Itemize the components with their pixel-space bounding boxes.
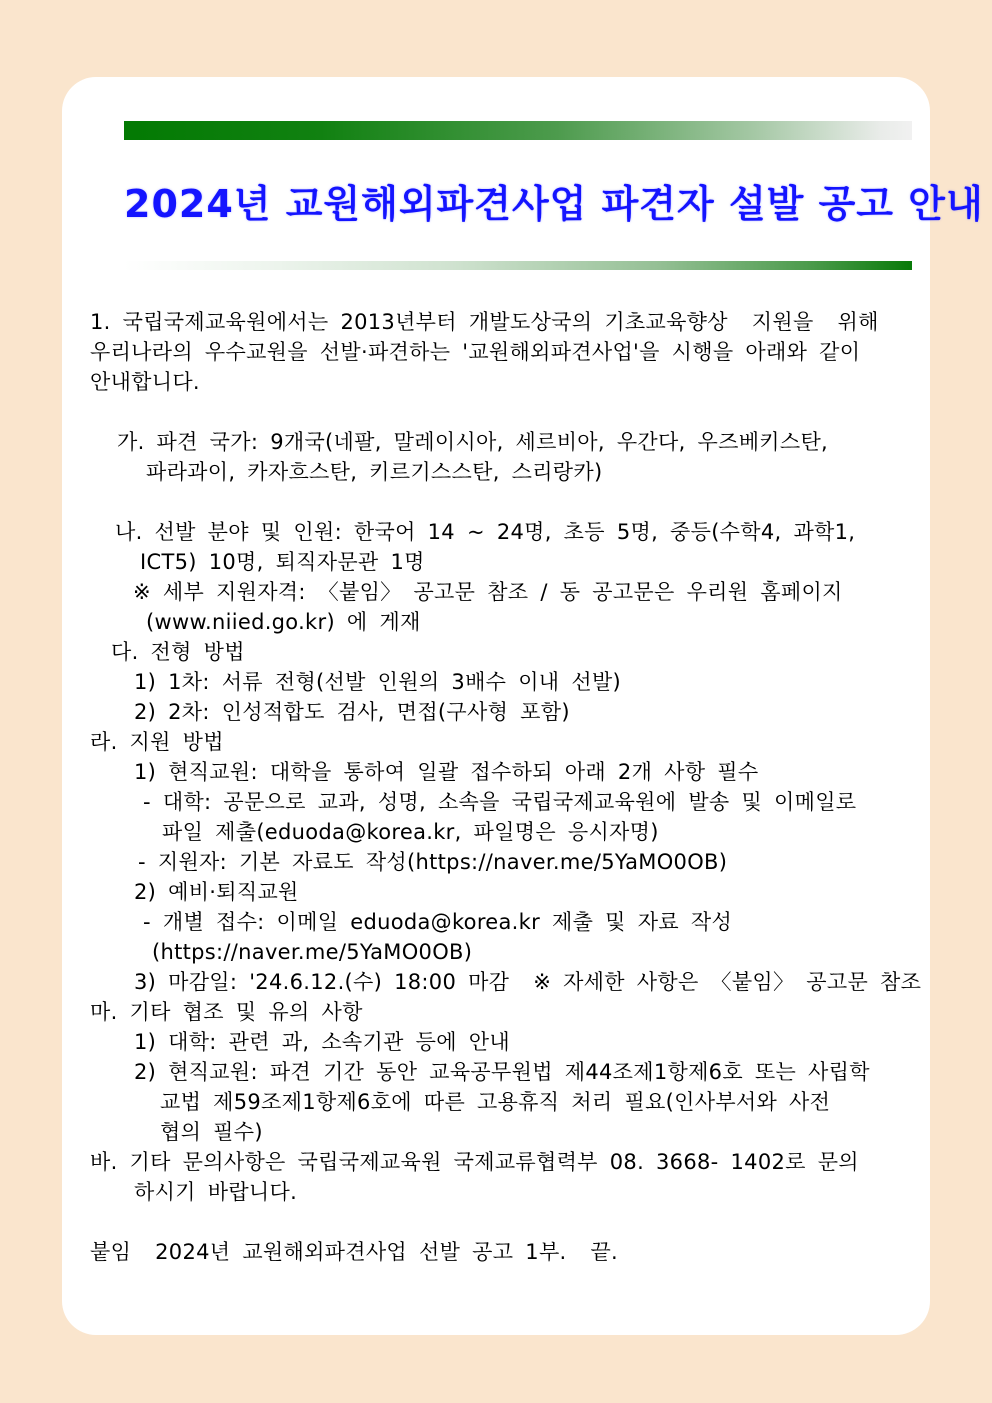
document-line: 가. 파견 국가: 9개국(네팔, 말레이시아, 세르비아, 우간다, 우즈베키스탄,: [117, 430, 829, 454]
document-line: - 개별 접수: 이메일 eduoda@korea.kr 제출 및 자료 작성: [143, 910, 733, 934]
document-line: 2) 2차: 인성적합도 검사, 면접(구사형 포함): [134, 700, 570, 724]
document-line: ICT5) 10명, 퇴직자문관 1명: [140, 550, 425, 574]
document-line: 안내합니다.: [90, 370, 200, 394]
document-line: 1. 국립국제교육원에서는 2013년부터 개발도상국의 기초교육향상 지원을 위해: [90, 310, 879, 334]
document-line: 3) 마감일: '24.6.12.(수) 18:00 마감 ※ 자세한 사항은 〈붙임〉 공고문 참조: [134, 970, 922, 994]
document-line: 파라과이, 카자흐스탄, 키르기스스탄, 스리랑카): [146, 460, 603, 484]
document-line: 2) 예비·퇴직교원: [134, 880, 299, 904]
document-line: ※ 세부 지원자격: 〈붙임〉 공고문 참조 / 동 공고문은 우리원 홈페이지: [133, 580, 843, 604]
document-line: (https://naver.me/5YaMO0OB): [152, 940, 473, 964]
header-bottom-gradient-bar: [124, 261, 912, 270]
document-line: 바. 기타 문의사항은 국립국제교육원 국제교류협력부 08. 3668- 1402로 문의: [90, 1150, 859, 1174]
document-line: 1) 현직교원: 대학을 통하여 일괄 접수하되 아래 2개 사항 필수: [134, 760, 759, 784]
document-line: 라. 지원 방법: [90, 730, 224, 754]
document-line: 협의 필수): [160, 1120, 263, 1144]
document-line: 파일 제출(eduoda@korea.kr, 파일명은 응시자명): [162, 820, 659, 844]
document-line: 1) 1차: 서류 전형(선발 인원의 3배수 이내 선발): [134, 670, 622, 694]
document-line: [90, 487, 920, 517]
document-line: 다. 전형 방법: [111, 640, 245, 664]
header-top-gradient-bar: [124, 121, 912, 140]
document-line: 붙임 2024년 교원해외파견사업 선발 공고 1부. 끝.: [90, 1240, 619, 1264]
document-card: [62, 77, 984, 1335]
document-line: 1) 대학: 관련 과, 소속기관 등에 안내: [134, 1030, 510, 1054]
document-line: 교법 제59조제1항제6호에 따른 고용휴직 처리 필요(인사부서와 사전: [160, 1090, 831, 1114]
document-line: 나. 선발 분야 및 인원: 한국어 14 ~ 24명, 초등 5명, 중등(수학4, 과학1,: [115, 520, 856, 544]
document-line: 2) 현직교원: 파견 기간 동안 교육공무원법 제44조제1항제6호 또는 사립학: [134, 1060, 870, 1084]
document-line: - 대학: 공문으로 교과, 성명, 소속을 국립국제교육원에 발송 및 이메일로: [143, 790, 857, 814]
document-title: 2024년 교원해외파견사업 파견자 설발 공고 안내: [124, 182, 984, 226]
document-line: [90, 397, 920, 427]
document-line: 마. 기타 협조 및 유의 사항: [90, 1000, 363, 1024]
document-body: [90, 307, 920, 1267]
document-line: [90, 1207, 920, 1237]
document-line: 하시기 바랍니다.: [134, 1180, 298, 1204]
document-line: 우리나라의 우수교원을 선발·파견하는 '교원해외파견사업'을 시행을 아래와 같이: [90, 340, 861, 364]
document-line: - 지원자: 기본 자료도 작성(https://naver.me/5YaMO0OB): [138, 850, 728, 874]
document-line: (www.niied.go.kr) 에 게재: [146, 610, 421, 634]
